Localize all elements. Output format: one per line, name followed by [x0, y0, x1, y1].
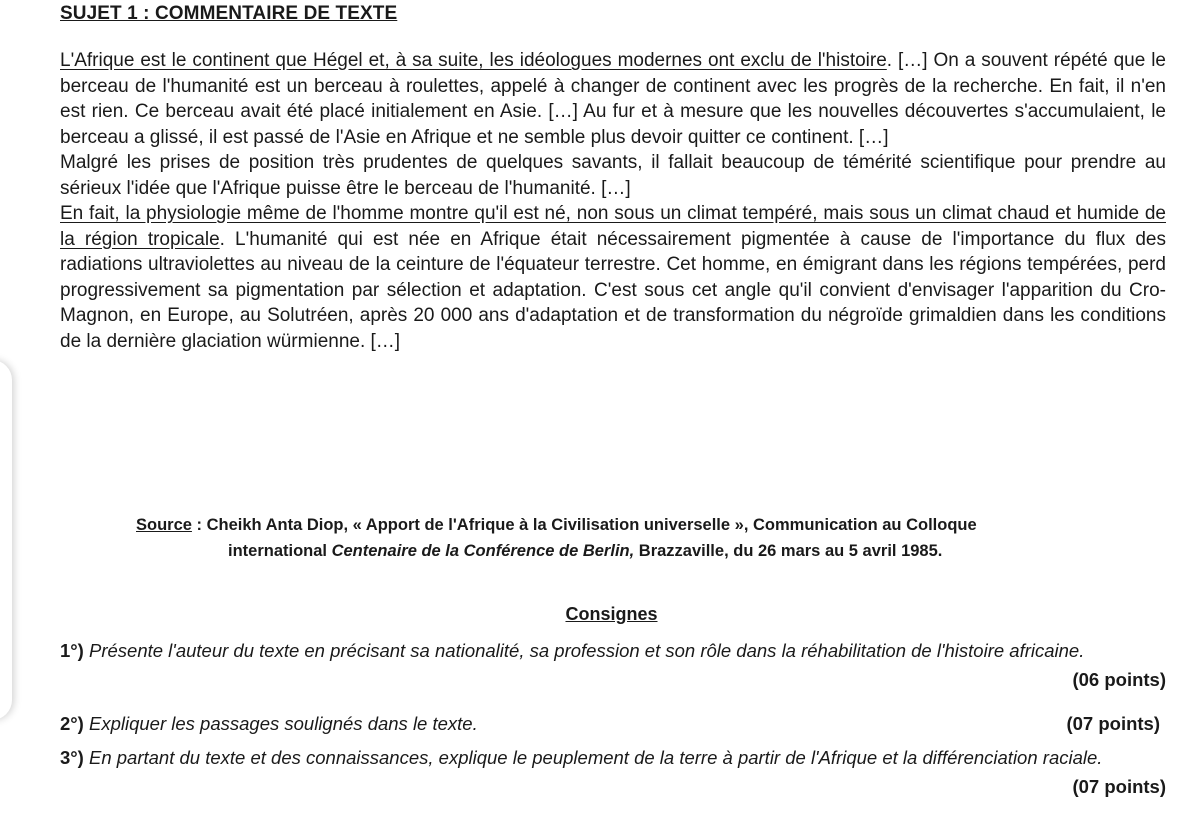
- question-1-points: (06 points): [1072, 669, 1166, 690]
- paragraph-3: [60, 201, 1166, 354]
- source-line-2: [136, 538, 1166, 564]
- paragraph-1-rest: . […] On a souvent répété que le berceau de l'humanité est un berceau à roulettes, appelé à changer de continent avec les progrès de la recherche. En fait, il n'en est rien. Ce berceau avait été placé initialement en Asie. […] Au fur et à mesure que les nouvelles découvertes s'accumulaient, le berceau a glissé, il est passé de l'Asie en Afrique et ne semble plus devoir quitter ce continent. […]: [60, 50, 1166, 148]
- text-body: [60, 48, 1166, 354]
- source-citation: [136, 512, 1166, 564]
- source-line2-prefix: international: [228, 542, 332, 560]
- question-3: [60, 743, 1166, 801]
- source-label: Source: [136, 516, 192, 534]
- underlined-passage-1: L'Afrique est le continent que Hégel et, à sa suite, les idéologues modernes ont exclu de l'histoire: [60, 50, 887, 71]
- question-2: [60, 709, 1166, 738]
- page-edge-shadow: [0, 360, 12, 720]
- question-1-number: 1°): [60, 640, 84, 661]
- question-2-points: (07 points): [1066, 713, 1160, 734]
- paragraph-3-rest: . L'humanité qui est née en Afrique était nécessairement pigmentée à cause de l'importance du flux des radiations ultraviolettes au niveau de la ceinture de l'équateur terrestre. Cet homme, en émigrant dans les régions tempérées, perd progressivement sa pigmentation par sélection et adaptation. C'est sous cet angle qu'il convient d'envisager l'apparition du Cro-Magnon, en Europe, au Solutréen, après 20 000 ans d'adaptation et de transformation du négroïde grimaldien dans les conditions de la dernière glaciation würmienne. […]: [60, 228, 1166, 352]
- question-1: [60, 636, 1166, 694]
- question-3-points: (07 points): [1072, 776, 1166, 797]
- question-1-text: Présente l'auteur du texte en précisant sa nationalité, sa profession et son rôle dans la réhabilitation de l'histoire africaine.: [83, 640, 1085, 661]
- paragraph-2: Malgré les prises de position très prudentes de quelques savants, il fallait beaucoup de témérité scientifique pour prendre au sérieux l'idée que l'Afrique puisse être le berceau de l'humanité. […]: [60, 152, 1166, 199]
- source-colloquium-title: Centenaire de la Conférence de Berlin,: [331, 542, 635, 560]
- question-2-text: Expliquer les passages soulignés dans le texte.: [83, 713, 478, 734]
- source-author: : Cheikh Anta Diop, « Apport de l'Afrique à la Civilisation universelle », Communication au Colloque: [191, 516, 977, 534]
- source-line2-suffix: Brazzaville, du 26 mars au 5 avril 1985.: [634, 542, 943, 560]
- question-2-number: 2°): [60, 713, 84, 734]
- subject-title: SUJET 1 : COMMENTAIRE DE TEXTE: [60, 3, 398, 24]
- question-3-number: 3°): [60, 747, 84, 768]
- underlined-passage-2: En fait, la physiologie même de l'homme montre qu'il est né, non sous un climat tempéré, mais sous un climat chaud et humide de la région tropicale: [60, 203, 1166, 250]
- question-3-text: En partant du texte et des connaissances, explique le peuplement de la terre à partir de l'Afrique et la différenciation raciale.: [83, 747, 1103, 768]
- paragraph-1: [60, 48, 1166, 150]
- consignes-title: Consignes: [565, 604, 658, 624]
